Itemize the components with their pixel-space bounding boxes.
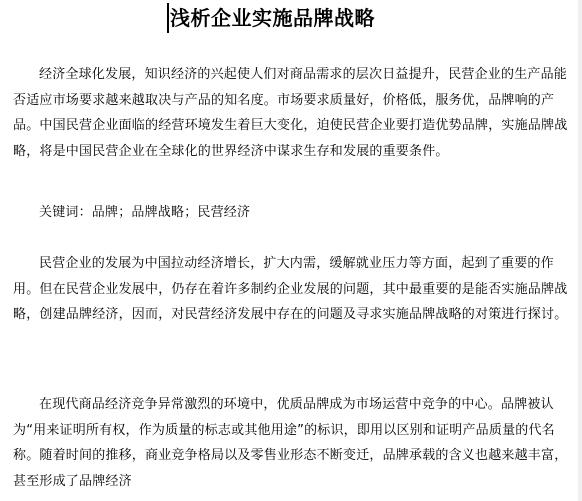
keywords-line: 关键词：品牌；品牌战略；民营经济 <box>39 205 251 220</box>
paragraph-second: 民营企业的发展为中国拉动经济增长，扩大内需，缓解就业压力等方面，起到了重要的作用。但在民营企业发展中，仍存在着许多制约企业发展的问题，其中最重要的是能否实施品牌战略，创建品牌经济，因而，对民营经济发展中存在的问题及寻求实施品牌战略的对策进行探讨。 <box>13 256 568 322</box>
paragraph-intro: 经济全球化发展，知识经济的兴起使人们对商品需求的层次日益提升，民营企业的生产品能否适应市场要求越来越取决与产品的知名度。市场要求质量好，价格低，服务优，品牌响的产品。中国民营企业面临的经营环境发生着巨大变化，迫使民营企业要打造优势品牌，实施品牌战略，将是中国民营企业在全球化的世界经济中谋求生存和发展的重要条件。 <box>13 67 568 159</box>
document-title: 浅析企业实施品牌战略 <box>170 6 375 30</box>
scrollbar[interactable] <box>578 0 582 501</box>
paragraph-third: 在现代商品经济竞争异常激烈的环境中，优质品牌成为市场运营中竞争的中心。品牌被认为“用来证明所有权，作为质量的标志或其他用途”的标识，即用以区别和证明产品质量的代名称。随着时间的推移，商业竞争格局以及零售业形态不断变迁，品牌承载的含义也越来越丰富，甚至形成了品牌经济 <box>13 397 568 489</box>
text-cursor <box>167 3 169 33</box>
